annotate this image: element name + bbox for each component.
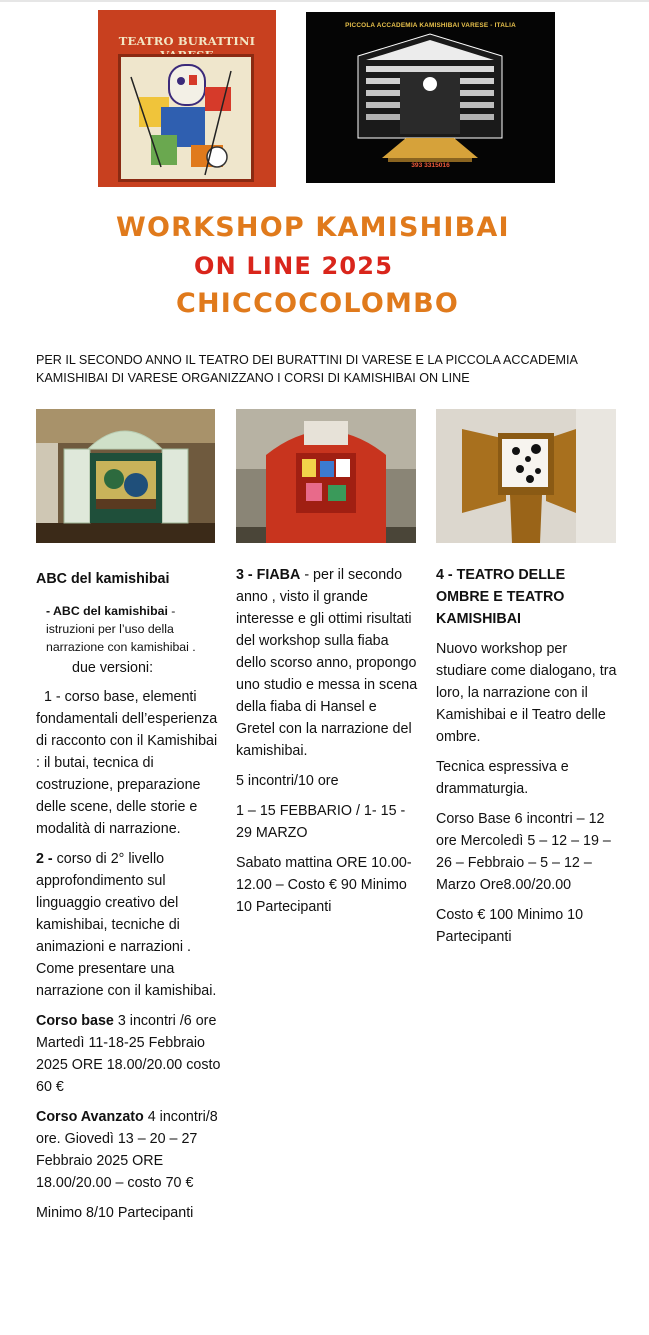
photo-teatro-ombre (436, 409, 616, 543)
intro-paragraph: PER IL SECONDO ANNO IL TEATRO DEI BURATTINI DI VARESE E LA PICCOLA ACCADEMIA KAMISHIBAI DI VARESE ORGANIZZANO I CORSI DI KAMISHIBAI ON LINE (36, 353, 578, 385)
col2-intro (236, 564, 418, 762)
accademia-kamishibai-logo (306, 12, 555, 183)
title-workshop-kamishibai: WORKSHOP KAMISHIBAI (116, 212, 510, 243)
column-teatro-ombre (436, 564, 620, 956)
col1-corso-base-info (36, 1010, 222, 1098)
butai-green-icon (36, 409, 215, 543)
col2-text: - per il secondo anno , visto il grande interesse e gli ottimi risultati del workshop sulla fiaba dello scorso anno, propongo uno studio e messa in scena della fiaba di Hansel e Gretel con la narrazione del kamishibai. (236, 567, 418, 759)
photo-fiaba (236, 409, 416, 543)
col1-corso-avanzato-bold: Corso Avanzato (36, 1109, 144, 1125)
top-divider (0, 0, 649, 2)
puppet-illustration-icon (121, 57, 251, 179)
col1-corso-base-bold: Corso base (36, 1013, 114, 1029)
col1-subtitle-rest: - istruzioni per l’uso della narrazione con kamishibai . (46, 604, 196, 654)
butai-shadow-icon (436, 409, 616, 543)
puppet-artwork (118, 54, 254, 182)
butai-red-icon (236, 409, 416, 543)
logo-right-phone: 393 3315016 (411, 162, 450, 169)
teatro-burattini-logo (98, 10, 276, 187)
title-chiccocolombo: CHICCOCOLOMBO (176, 288, 460, 319)
photo-abc-kamishibai (36, 409, 215, 543)
col1-corso-avanzato-rest: 4 incontri/8 ore. Giovedì 13 – 20 – 27 Febbraio 2025 ORE 18.00/20.00 – costo 70 € (36, 1109, 218, 1191)
col1-corso-avanzato-info (36, 1106, 222, 1194)
column-abc-kamishibai (36, 568, 222, 1232)
col3-heading: 4 - TEATRO DELLE OMBRE E TEATRO KAMISHIBAI (436, 567, 566, 627)
col2-heading: 3 - FIABA (236, 567, 301, 583)
col3-text: Nuovo workshop per studiare come dialogano, tra loro, la narrazione con il Kamishibai e il Teatro delle ombre. (436, 641, 617, 745)
col1-level2-bold: 2 - (36, 851, 53, 867)
col3-costo: Costo € 100 Minimo 10 Partecipanti (436, 907, 584, 945)
col1-level2-desc (36, 848, 222, 1002)
col1-heading: ABC del kamishibai (36, 571, 170, 587)
kamishibai-stage-icon (306, 12, 555, 183)
col1-corso-base-desc: 1 - corso base, elementi fondamentali dell’esperienza di racconto con il Kamishibai : il butai, tecnica di costruzione, preparazione delle scene, delle storie e modalità di narrazione. (36, 689, 218, 837)
col1-subtitle (36, 602, 222, 656)
col1-two-versions: due versioni: (72, 660, 154, 676)
col1-level2-rest: corso di 2° livello approfondimento sul linguaggio creativo del kamishibai, tecniche di animazioni e narrazioni . Come presentare una narrazione con il kamishibai. (36, 851, 217, 999)
title-online-2025: ON LINE 2025 (194, 252, 394, 280)
col2-dates: 1 – 15 FEBBARIO / 1- 15 - 29 MARZO (236, 803, 406, 841)
col3-tecnica: Tecnica espressiva e drammaturgia. (436, 759, 569, 797)
col1-minimo: Minimo 8/10 Partecipanti (36, 1205, 194, 1221)
logo-left-title: TEATRO BURATTINI (118, 34, 256, 48)
column-fiaba (236, 564, 418, 926)
logo-right-caption: PICCOLA ACCADEMIA KAMISHIBAI VARESE - ITALIA (345, 22, 516, 29)
col1-corso-base-rest: 3 incontri /6 ore Martedì 11-18-25 Febbraio 2025 ORE 18.00/20.00 costo 60 € (36, 1013, 221, 1095)
col1-subtitle-bold: - ABC del kamishibai (46, 604, 168, 618)
col2-incontri: 5 incontri/10 ore (236, 773, 339, 789)
col2-sabato: Sabato mattina ORE 10.00- 12.00 – Costo € 90 Minimo 10 Partecipanti (236, 855, 412, 915)
col3-corso: Corso Base 6 incontri – 12 ore Mercoledì 5 – 12 – 19 – 26 – Febbraio – 5 – 12 – Marzo Ore8.00/20.00 (436, 811, 611, 893)
